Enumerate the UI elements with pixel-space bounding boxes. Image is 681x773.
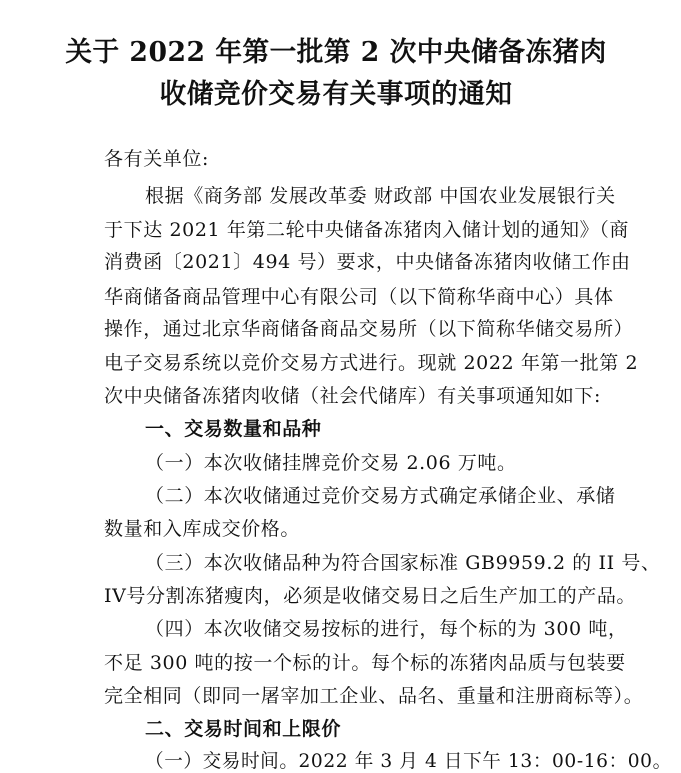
section-1-line: （二）本次收储通过竞价交易方式确定承储企业、承储 [145,485,616,507]
section-1-line: 完全相同（即同一屠宰加工企业、品名、重量和注册商标等）。 [104,685,644,707]
section-heading-2: 二、交易时间和上限价 [145,718,342,740]
section-1-line: （三）本次收储品种为符合国家标准 GB9959.2 的 II 号、 [145,552,661,574]
intro-line: 根据《商务部 发展改革委 财政部 中国农业发展银行关 [145,185,616,207]
intro-line: 电子交易系统以竞价交易方式进行。现就 2022 年第一批第 2 [104,352,639,374]
section-1-line: 不足 300 吨的按一个标的计。每个标的冻猪肉品质与包装要 [104,652,626,674]
intro-line: 次中央储备冻猪肉收储（社会代储库）有关事项通知如下: [104,385,602,407]
intro-line: 消费函〔2021〕494 号）要求，中央储备冻猪肉收储工作由 [104,251,631,273]
intro-line: 于下达 2021 年第二轮中央储备冻猪肉入储计划的通知》（商 [104,219,629,241]
intro-line: 操作，通过北京华商储备商品交易所（以下简称华储交易所） [104,318,634,340]
section-1-line: （一）本次收储挂牌竞价交易 2.06 万吨。 [145,452,517,474]
section-1-line: 数量和入库成交价格。 [104,518,301,540]
section-1-line: （四）本次收储交易按标的进行，每个标的为 300 吨， [145,618,628,640]
section-heading-1: 一、交易数量和品种 [145,418,322,440]
document-title-line-1: 关于 2022 年第一批第 2 次中央储备冻猪肉 [65,37,607,68]
document-title-line-2: 收储竞价交易有关事项的通知 [159,79,513,110]
intro-line: 华商储备商品管理中心有限公司（以下简称华商中心）具体 [104,286,614,308]
section-2-line: （一）交易时间。2022 年 3 月 4 日下午 13：00-16：00。 [145,750,672,772]
section-1-line: IV号分割冻猪瘦肉，必须是收储交易日之后生产加工的产品。 [104,585,637,607]
salutation: 各有关单位: [104,148,210,170]
